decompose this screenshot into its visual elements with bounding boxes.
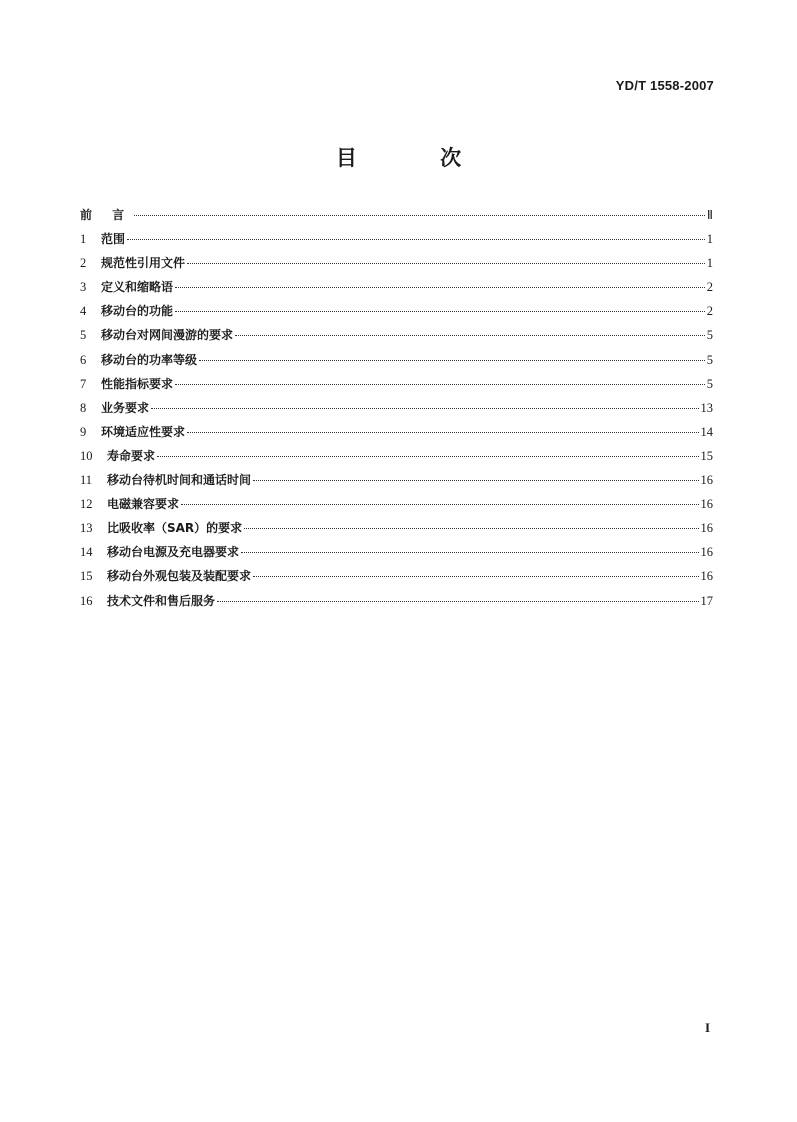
toc-entry-4[interactable] xyxy=(80,302,713,326)
toc-entry-page: 5 xyxy=(706,376,713,391)
toc-entry-page: 2 xyxy=(706,304,713,319)
toc-entry-1[interactable] xyxy=(80,230,713,254)
toc-entry-number: 12 xyxy=(80,497,93,512)
toc-entry-page: 1 xyxy=(706,232,713,247)
toc-entry-number: 6 xyxy=(80,352,87,367)
toc-entry-page: 17 xyxy=(700,593,713,608)
document-code: YD/T 1558-2007 xyxy=(615,78,714,93)
toc-leader-dots xyxy=(151,408,698,409)
toc-entry-15[interactable] xyxy=(80,567,713,591)
toc-entry-label: 前 言 xyxy=(80,208,133,222)
toc-entry-page: Ⅱ xyxy=(706,208,713,222)
toc-entry-number: 7 xyxy=(80,376,87,391)
toc-entry-number: 4 xyxy=(80,304,87,319)
toc-entry-13[interactable] xyxy=(80,519,713,543)
toc-entry-page: 14 xyxy=(700,424,713,439)
toc-leader-dots xyxy=(187,432,698,433)
toc-entry-label: 范围 xyxy=(101,232,126,247)
toc-entry-14[interactable] xyxy=(80,543,713,567)
toc-leader-dots xyxy=(134,215,705,216)
toc-leader-dots xyxy=(244,528,698,529)
toc-entry-label: 寿命要求 xyxy=(107,448,156,463)
toc-entry-number: 2 xyxy=(80,256,87,271)
toc-entry-number: 14 xyxy=(80,545,93,560)
page-title: 目 次 xyxy=(335,146,500,170)
toc-leader-dots xyxy=(175,384,705,385)
toc-leader-dots xyxy=(217,601,698,602)
toc-entry-label: 定义和缩略语 xyxy=(101,280,174,295)
toc-entry-page: 13 xyxy=(700,400,713,415)
toc-entry-foreword[interactable] xyxy=(80,206,713,230)
toc-entry-number: 9 xyxy=(80,424,87,439)
toc-entry-6[interactable] xyxy=(80,351,713,375)
toc-entry-number: 5 xyxy=(80,328,87,343)
toc-entry-8[interactable] xyxy=(80,399,713,423)
toc-leader-dots xyxy=(181,504,698,505)
toc-leader-dots xyxy=(175,311,705,312)
toc-entry-number: 3 xyxy=(80,280,87,295)
toc-entry-label: 移动台的功率等级 xyxy=(101,352,198,367)
toc-leader-dots xyxy=(253,480,698,481)
toc-entry-number: 16 xyxy=(80,593,93,608)
toc-entry-label: 业务要求 xyxy=(101,400,150,415)
toc-leader-dots xyxy=(199,360,705,361)
toc-entry-page: 16 xyxy=(700,473,713,488)
toc-entry-11[interactable] xyxy=(80,471,713,495)
toc-leader-dots xyxy=(241,552,698,553)
toc-leader-dots xyxy=(235,335,705,336)
toc-entry-label: 移动台的功能 xyxy=(101,304,174,319)
toc-entry-page: 15 xyxy=(700,448,713,463)
toc-leader-dots xyxy=(157,456,698,457)
toc-entry-label: 比吸收率（SAR）的要求 xyxy=(107,521,243,536)
toc-entry-label: 移动台外观包装及装配要求 xyxy=(107,569,252,584)
toc-entry-label: 电磁兼容要求 xyxy=(107,497,180,512)
toc-entry-label: 环境适应性要求 xyxy=(101,424,186,439)
toc-entry-page: 16 xyxy=(700,497,713,512)
toc-entry-7[interactable] xyxy=(80,375,713,399)
toc-entry-page: 1 xyxy=(706,256,713,271)
toc-leader-dots xyxy=(127,239,705,240)
toc-entry-page: 16 xyxy=(700,521,713,536)
toc-entry-number: 13 xyxy=(80,521,93,536)
toc-entry-label: 规范性引用文件 xyxy=(101,256,186,271)
toc-leader-dots xyxy=(187,263,705,264)
toc-entry-label: 性能指标要求 xyxy=(101,376,174,391)
toc-entry-number: 11 xyxy=(80,473,93,488)
toc-entry-page: 16 xyxy=(700,569,713,584)
toc-entry-label: 移动台电源及充电器要求 xyxy=(107,545,240,560)
toc-entry-label: 移动台对网间漫游的要求 xyxy=(101,328,234,343)
table-of-contents xyxy=(80,206,713,616)
toc-entry-label: 移动台待机时间和通话时间 xyxy=(107,473,252,488)
toc-entry-10[interactable] xyxy=(80,447,713,471)
toc-entry-page: 5 xyxy=(706,352,713,367)
toc-entry-16[interactable] xyxy=(80,592,713,616)
toc-entry-number: 15 xyxy=(80,569,93,584)
toc-entry-number: 10 xyxy=(80,448,93,463)
toc-leader-dots xyxy=(253,576,698,577)
toc-entry-page: 16 xyxy=(700,545,713,560)
toc-entry-page: 5 xyxy=(706,328,713,343)
toc-entry-5[interactable] xyxy=(80,326,713,350)
toc-entry-label: 技术文件和售后服务 xyxy=(107,593,216,608)
page-number: I xyxy=(704,1020,710,1035)
toc-entry-number: 1 xyxy=(80,232,87,247)
toc-entry-12[interactable] xyxy=(80,495,713,519)
toc-entry-number: 8 xyxy=(80,400,87,415)
toc-entry-page: 2 xyxy=(706,280,713,295)
toc-leader-dots xyxy=(175,287,705,288)
toc-entry-2[interactable] xyxy=(80,254,713,278)
toc-entry-9[interactable] xyxy=(80,423,713,447)
toc-entry-3[interactable] xyxy=(80,278,713,302)
